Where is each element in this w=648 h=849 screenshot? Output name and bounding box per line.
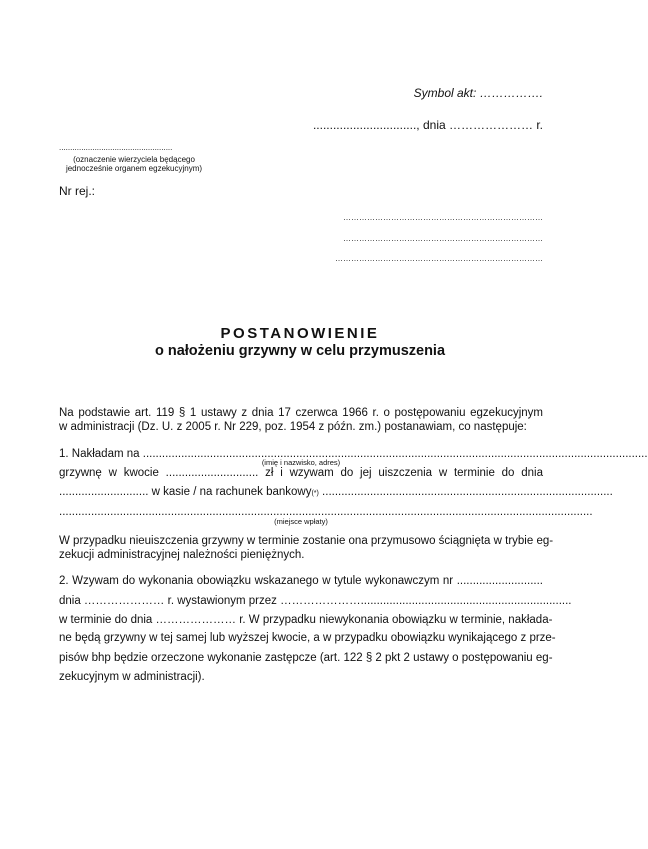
address-line-2: ………………………………………………………………… [343, 234, 543, 243]
section-2-line-5: pisów bhp będzie orzeczone wykonanie zastępcze (art. 122 § 2 pkt 2 ustawy o postępowaniu eg- [59, 652, 553, 664]
caption-payment-place: (miejsce wpłaty) [274, 517, 328, 526]
place-date-line: ..............................., dnia ………………… r. [312, 118, 543, 132]
creditor-caption-2: jednocześnie organem egzekucyjnym) [65, 164, 203, 173]
symbol-akt: Symbol akt: ……………. [413, 86, 543, 100]
section-2-line-1: 2. Wzywam do wykonania obowiązku wskazanego w tytule wykonawczym nr ........................... [59, 575, 543, 587]
document-subtitle: o nałożeniu grzywny w celu przymuszenia [154, 343, 446, 359]
section-1-line-3 [59, 486, 613, 498]
section-1-line-3a: ............................ w kasie / na rachunek bankowy [59, 486, 312, 498]
section-2-line-2: dnia ………………… r. wystawionym przez ………………….................................................................. [59, 595, 572, 607]
address-line-3: …………………………………………………………………… [335, 254, 543, 263]
note-line-2: zekucji administracyjnej należności pieniężnych. [59, 549, 305, 561]
creditor-dots: ................................................... [59, 143, 173, 152]
note-line-1: W przypadku nieuiszczenia grzywny w terminie zostanie ona przymusowo ściągnięta w trybie eg- [59, 535, 554, 547]
caption-name-address: (imię i nazwisko, adres) [261, 458, 341, 467]
section-2-line-3: w terminie do dnia ………………… r. W przypadku niewykonania obowiązku w terminie, nakłada- [59, 614, 553, 626]
creditor-caption-1: (oznaczenie wierzyciela będącego [73, 155, 195, 164]
nr-rej-label: Nr rej.: [59, 184, 95, 198]
section-1-dots: .............................................................................................................................................................. [142, 448, 648, 460]
section-1-lead: 1. Nakładam na [59, 448, 143, 460]
address-line-1: ………………………………………………………………… [343, 213, 543, 222]
intro-line-2: w administracji (Dz. U. z 2005 r. Nr 229, poz. 1954 z późn. zm.) postanawiam, co następuje: [59, 421, 527, 433]
section-1-line-3b: ........................................................................................... [318, 486, 613, 498]
section-2-line-6: zekucyjnym w administracji). [59, 671, 205, 683]
section-1-line-4: ....................................................................................................................................................................... [59, 506, 593, 518]
section-2-line-4: ne będą grzywny w tej samej lub wyższej kwocie, a w przypadku obowiązku wynikającego z prze- [59, 632, 556, 644]
document-title: POSTANOWIENIE [220, 325, 380, 342]
footnote-marker: (*) [311, 490, 319, 497]
section-1-line-2: grzywnę w kwocie ............................. zł i wzywam do jej uiszczenia w terminie do dnia [59, 467, 543, 479]
intro-line-1: Na podstawie art. 119 § 1 ustawy z dnia 17 czerwca 1966 r. o postępowaniu egzekucyjnym [59, 407, 543, 419]
